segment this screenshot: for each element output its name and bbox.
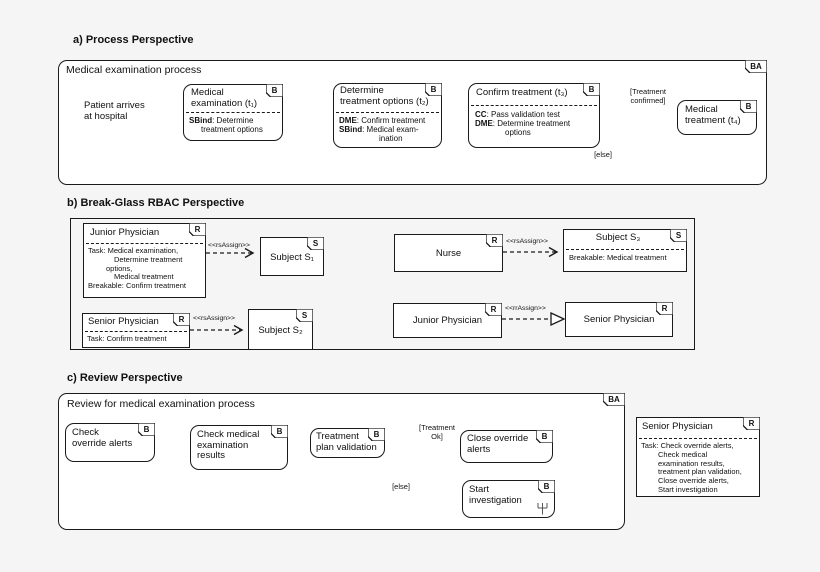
task-title-line1: Check bbox=[72, 427, 99, 438]
subject-s3 bbox=[563, 229, 687, 272]
task-title bbox=[467, 434, 528, 455]
s-tag-label: S bbox=[312, 239, 319, 248]
task-title bbox=[191, 88, 257, 109]
r-tag-label: R bbox=[178, 315, 185, 324]
task-title-line2: plan validation bbox=[316, 441, 377, 453]
subject-name: Subject S₃ bbox=[595, 232, 641, 243]
annotation-rest: : Pass validation test bbox=[486, 110, 560, 119]
section-a-title: a) Process Perspective bbox=[73, 34, 194, 46]
r-tag-label: R bbox=[748, 419, 755, 428]
annotation-line2: treatment options bbox=[201, 125, 263, 134]
role-annotation: Task: Confirm treatment bbox=[87, 334, 167, 343]
s-tag-label: S bbox=[675, 231, 682, 240]
annotation-key: SBind bbox=[339, 125, 363, 134]
subject-name: Subject S₁ bbox=[270, 252, 314, 263]
b-tag bbox=[536, 430, 553, 443]
task-title-line2: alerts bbox=[467, 443, 491, 455]
b-tag-label: B bbox=[543, 482, 550, 491]
role-line4: Medical treatment bbox=[114, 272, 174, 282]
guard-treatment-ok bbox=[412, 424, 462, 441]
task-title-line2: investigation bbox=[469, 494, 522, 506]
role-name: Nurse bbox=[435, 248, 462, 259]
task-title-line1: Close override bbox=[467, 433, 529, 444]
start-event-line2: at hospital bbox=[84, 110, 128, 122]
task-title-line1: Start bbox=[469, 484, 490, 495]
annotation-rest: : Confirm treatment bbox=[356, 116, 426, 125]
task-title-line2: examination (t₁) bbox=[191, 97, 258, 109]
guard-else: [else] bbox=[594, 150, 612, 159]
task-title-line2: treatment options (t₂) bbox=[340, 95, 429, 107]
task-medical-examination bbox=[183, 84, 283, 141]
role-nurse bbox=[394, 234, 503, 272]
annotation-line2 bbox=[475, 119, 570, 128]
b-tag-label: B bbox=[276, 427, 283, 436]
annotation-line2 bbox=[339, 125, 425, 134]
separator bbox=[566, 249, 684, 250]
subject-annotation: Breakable: Medical treatment bbox=[569, 253, 667, 262]
role-junior-physician-bottom bbox=[393, 303, 502, 338]
annotation-line1 bbox=[339, 116, 425, 125]
subject-name: Subject S₂ bbox=[258, 325, 303, 336]
task-title-line3: results bbox=[197, 450, 225, 461]
b-tag-label: B bbox=[430, 85, 437, 94]
b-tag bbox=[583, 83, 600, 96]
role-line2: Check medical bbox=[658, 449, 708, 459]
task-title bbox=[316, 432, 377, 453]
annotation-key: CC bbox=[475, 110, 487, 119]
separator bbox=[336, 112, 439, 113]
task-treatment-plan-validation bbox=[310, 428, 385, 458]
b-tag bbox=[138, 423, 155, 436]
role-line1: Task: Medical examination, bbox=[88, 246, 179, 255]
role-name: Senior Physician bbox=[88, 316, 159, 327]
b-tag bbox=[538, 480, 555, 493]
frame-label: Medical examination process bbox=[66, 64, 202, 76]
start-event-line1: Patient arrives bbox=[84, 100, 145, 111]
task-check-medical-examination-results bbox=[190, 425, 288, 470]
s-tag bbox=[307, 237, 324, 250]
subject-s2 bbox=[248, 309, 313, 350]
role-name: Junior Physician bbox=[412, 315, 483, 326]
rrassign-stereotype: <<rrAssign>> bbox=[505, 305, 546, 312]
ba-tag-label: BA bbox=[750, 62, 762, 71]
b-tag bbox=[271, 425, 288, 438]
task-title-line1: Check medical bbox=[197, 429, 260, 440]
annotation-rest: : Determine bbox=[212, 116, 254, 125]
task-title-line1: Confirm treatment (t₃) bbox=[476, 87, 568, 98]
section-c-title: c) Review Perspective bbox=[67, 372, 183, 384]
annotation-key: DME bbox=[475, 119, 493, 128]
task-title bbox=[476, 88, 568, 99]
b-tag bbox=[266, 84, 283, 97]
task-annotation bbox=[339, 116, 425, 143]
s-tag-label: S bbox=[301, 311, 308, 320]
task-medical-treatment bbox=[677, 100, 757, 135]
annotation-rest: : Medical exam- bbox=[362, 125, 419, 134]
task-title bbox=[340, 86, 429, 107]
r-tag-label: R bbox=[194, 225, 201, 234]
ba-tag-label: BA bbox=[608, 395, 620, 404]
b-tag-label: B bbox=[143, 425, 150, 434]
r-tag bbox=[189, 223, 206, 236]
section-b-title: b) Break-Glass RBAC Perspective bbox=[67, 197, 245, 209]
r-tag-label: R bbox=[490, 305, 497, 314]
ba-tag bbox=[603, 393, 625, 406]
s-tag bbox=[296, 309, 313, 322]
role-name: Senior Physician bbox=[642, 421, 713, 432]
role-line3: options, bbox=[106, 263, 133, 273]
r-tag bbox=[485, 303, 502, 316]
annotation-line3: ination bbox=[379, 134, 403, 143]
ba-tag bbox=[745, 60, 767, 73]
r-tag-label: R bbox=[491, 236, 498, 245]
task-title bbox=[197, 430, 259, 462]
rsassign-stereotype: <<rsAssign>> bbox=[506, 238, 548, 245]
b-tag-label: B bbox=[373, 430, 380, 439]
task-start-investigation bbox=[462, 480, 555, 518]
annotation-line1 bbox=[189, 116, 263, 125]
guard-else: [else] bbox=[392, 482, 410, 491]
separator bbox=[86, 243, 203, 244]
annotation-key: SBind bbox=[189, 116, 213, 125]
role-senior-physician-review bbox=[636, 417, 760, 497]
task-close-override-alerts bbox=[460, 430, 553, 463]
frame-label: Review for medical examination process bbox=[67, 398, 255, 410]
task-annotation bbox=[189, 116, 263, 134]
role-annotation bbox=[88, 247, 186, 291]
role-senior-physician-left bbox=[82, 313, 190, 348]
r-tag bbox=[743, 417, 760, 430]
guard-line2: Ok] bbox=[431, 431, 443, 441]
separator bbox=[186, 112, 280, 113]
s-tag bbox=[670, 229, 687, 242]
rsassign-stereotype: <<rsAssign>> bbox=[208, 242, 250, 249]
role-name: Senior Physician bbox=[583, 314, 655, 325]
task-title-line2: treatment (t₄) bbox=[685, 114, 741, 126]
guard-line1: [Treatment bbox=[419, 423, 455, 432]
annotation-line3: options bbox=[505, 128, 531, 137]
separator bbox=[85, 331, 187, 332]
role-line5: Close override alerts, bbox=[658, 476, 729, 486]
task-annotation bbox=[475, 110, 570, 137]
role-annotation bbox=[641, 442, 742, 495]
guard-line2: confirmed] bbox=[630, 95, 666, 105]
task-title-line1: Medical bbox=[191, 87, 224, 98]
guard-line1: [Treatment bbox=[630, 87, 666, 96]
b-tag-label: B bbox=[541, 432, 548, 441]
r-tag bbox=[173, 313, 190, 326]
subject-s1 bbox=[260, 237, 324, 276]
annotation-rest: : Determine treatment bbox=[492, 119, 571, 128]
task-title-line1: Medical bbox=[685, 104, 718, 115]
task-title bbox=[685, 105, 741, 126]
start-event-label bbox=[84, 101, 145, 122]
task-title bbox=[72, 428, 132, 449]
role-name: Junior Physician bbox=[90, 227, 160, 238]
task-title-line2: examination bbox=[197, 439, 249, 451]
rake-icon bbox=[537, 502, 548, 515]
task-determine-treatment-options bbox=[333, 83, 442, 148]
role-line6: Start investigation bbox=[658, 484, 718, 494]
role-line5: Breakable: Confirm treatment bbox=[88, 281, 186, 291]
task-check-override-alerts bbox=[65, 423, 155, 462]
role-line3: examination results, bbox=[658, 458, 725, 468]
annotation-line1 bbox=[475, 110, 570, 119]
guard-treatment-confirmed bbox=[620, 88, 676, 105]
b-tag-label: B bbox=[745, 102, 752, 111]
r-tag-label: R bbox=[661, 304, 668, 313]
role-senior-physician-right bbox=[565, 302, 673, 337]
separator bbox=[471, 105, 597, 106]
annotation-key: DME bbox=[339, 116, 357, 125]
task-title bbox=[469, 485, 522, 506]
task-title-line1: Treatment bbox=[316, 431, 359, 442]
role-junior-physician bbox=[83, 223, 206, 298]
role-line2: Determine treatment bbox=[114, 254, 183, 264]
r-tag bbox=[486, 234, 503, 247]
b-tag bbox=[740, 100, 757, 113]
b-tag-label: B bbox=[271, 86, 278, 95]
task-title-line2: override alerts bbox=[72, 437, 133, 449]
rsassign-stereotype: <<rsAssign>> bbox=[193, 315, 235, 322]
role-line1: Task: Check override alerts, bbox=[641, 441, 734, 450]
r-tag bbox=[656, 302, 673, 315]
role-line4: treatment plan validation, bbox=[658, 467, 742, 477]
task-confirm-treatment bbox=[468, 83, 600, 148]
separator bbox=[639, 438, 757, 439]
task-title-line1: Determine bbox=[340, 85, 384, 96]
b-tag-label: B bbox=[588, 85, 595, 94]
